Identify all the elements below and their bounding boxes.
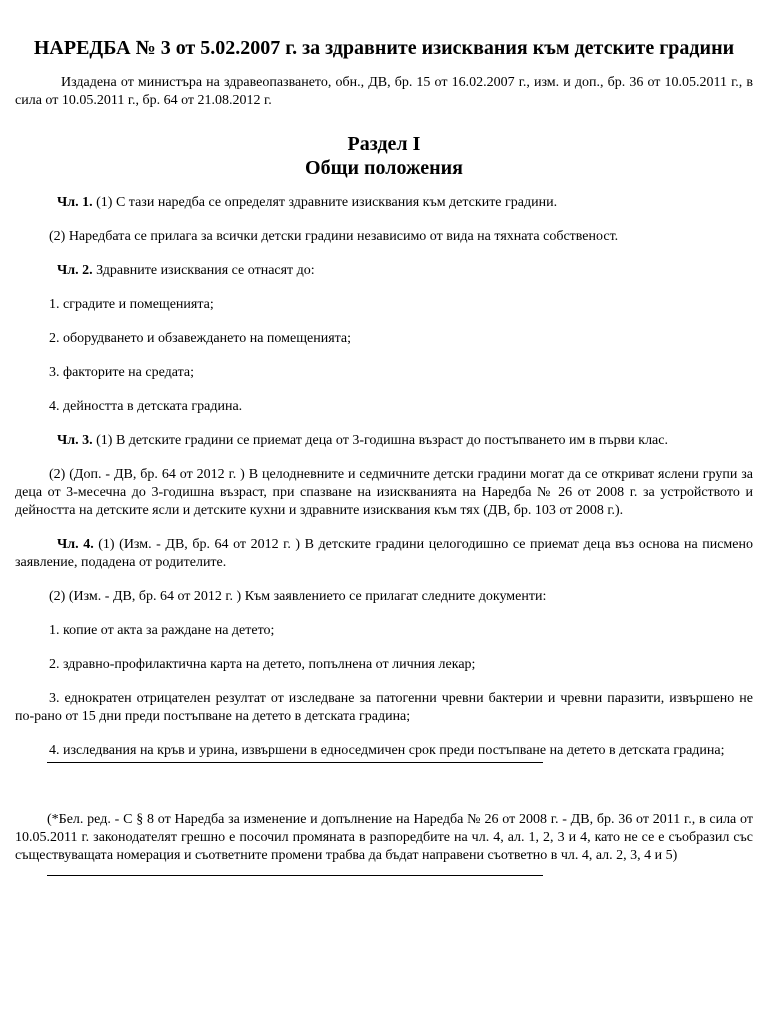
paragraph-text: 2. оборудването и обзавеждането на помещенията; <box>49 331 352 346</box>
paragraph-text: (2) (Доп. - ДВ, бр. 64 от 2012 г. ) В целодневните и седмичните детски градини могат да се откриват яслени групи за деца от 3-месечна до 3-годишна възраст, при спазване на изискванията на Наредба № 26 от 2008 г. за устройството и дейността на детските ясли и детските кухни и здравните изисквания към тях (ДВ, бр. 103 от 2008 г.). <box>15 467 753 518</box>
paragraph-text: Здравните изисквания се отнасят до: <box>92 263 315 278</box>
article-paragraph <box>15 262 753 280</box>
article-label: Чл. 3. <box>57 433 93 448</box>
paragraph <box>15 364 753 382</box>
article-label: Чл. 4. <box>57 537 94 552</box>
paragraph-text: (1) (Изм. - ДВ, бр. 64 от 2012 г. ) В детските градини целогодишно се приемат деца въз основа на писмено заявление, подадена от родителите. <box>15 537 753 570</box>
paragraph <box>15 742 753 760</box>
paragraph <box>15 656 753 674</box>
paragraph-text: 3. еднократен отрицателен резултат от изследване за патогенни чревни бактерии и чревни паразити, извършено не по-рано от 15 дни преди постъпване на детето в детската градина; <box>15 691 753 724</box>
paragraph <box>15 398 753 416</box>
article-paragraph <box>15 194 753 212</box>
paragraph-text: 1. копие от акта за раждане на детето; <box>49 623 275 638</box>
separator-line <box>47 762 543 763</box>
paragraph-text: (2) (Изм. - ДВ, бр. 64 от 2012 г. ) Към заявлението се прилагат следните документи: <box>49 589 547 604</box>
paragraph-text: (1) С тази наредба се определят здравните изисквания към детските градини. <box>92 195 558 210</box>
article-label: Чл. 2. <box>57 263 93 278</box>
paragraph-list <box>15 194 753 760</box>
section-number: Раздел I <box>347 133 421 155</box>
paragraph-text: 1. сградите и помещенията; <box>49 297 214 312</box>
paragraph <box>15 588 753 606</box>
editor-footnote: (*Бел. ред. - С § 8 от Наредба за изменение и допълнение на Наредба № 26 от 2008 г. - ДВ, бр. 36 от 2011 г., в сила от 10.05.2011 г. законодателят грешно е посочил промяната в разпоредбите на чл. 4, ал. 1, 2, 3 и 4, като не се е съобразил със съществуващата номерация и съответните промени трабва да бъдат направени съответно в чл. 4, ал. 2, 3, 4 и 5) <box>15 812 753 863</box>
section-name: Общи положения <box>305 157 463 179</box>
paragraph-text: 4. изследвания на кръв и урина, извършени в едноседмичен срок преди постъпване на детето в детската градина; <box>49 743 725 758</box>
document-page <box>15 36 753 876</box>
paragraph <box>15 690 753 726</box>
paragraph-text: 4. дейността в детската градина. <box>49 399 243 414</box>
paragraph-text: 2. здравно-профилактична карта на детето, попълнена от личния лекар; <box>49 657 476 672</box>
paragraph <box>15 622 753 640</box>
paragraph <box>15 228 753 246</box>
paragraph <box>15 466 753 520</box>
article-label: Чл. 1. <box>57 195 93 210</box>
separator-line <box>47 875 543 876</box>
paragraph <box>15 296 753 314</box>
paragraph-text: (2) Наредбата се прилага за всички детски градини независимо от вида на тяхната собственост. <box>49 229 619 244</box>
document-subtitle: Издадена от министъра на здравеопазването, обн., ДВ, бр. 15 от 16.02.2007 г., изм. и доп., бр. 36 от 10.05.2011 г., в сила от 10.05.2011 г., бр. 64 от 21.08.2012 г. <box>15 75 753 108</box>
paragraph-text: 3. факторите на средата; <box>49 365 194 380</box>
paragraph-text: (1) В детските градини се приемат деца от 3-годишна възраст до постъпването им в първи клас. <box>92 433 668 448</box>
section-heading <box>15 132 753 180</box>
document-title: НАРЕДБА № 3 от 5.02.2007 г. за здравните изисквания към детските градини <box>33 37 735 59</box>
article-paragraph <box>15 432 753 450</box>
paragraph <box>15 330 753 348</box>
article-paragraph <box>15 536 753 572</box>
